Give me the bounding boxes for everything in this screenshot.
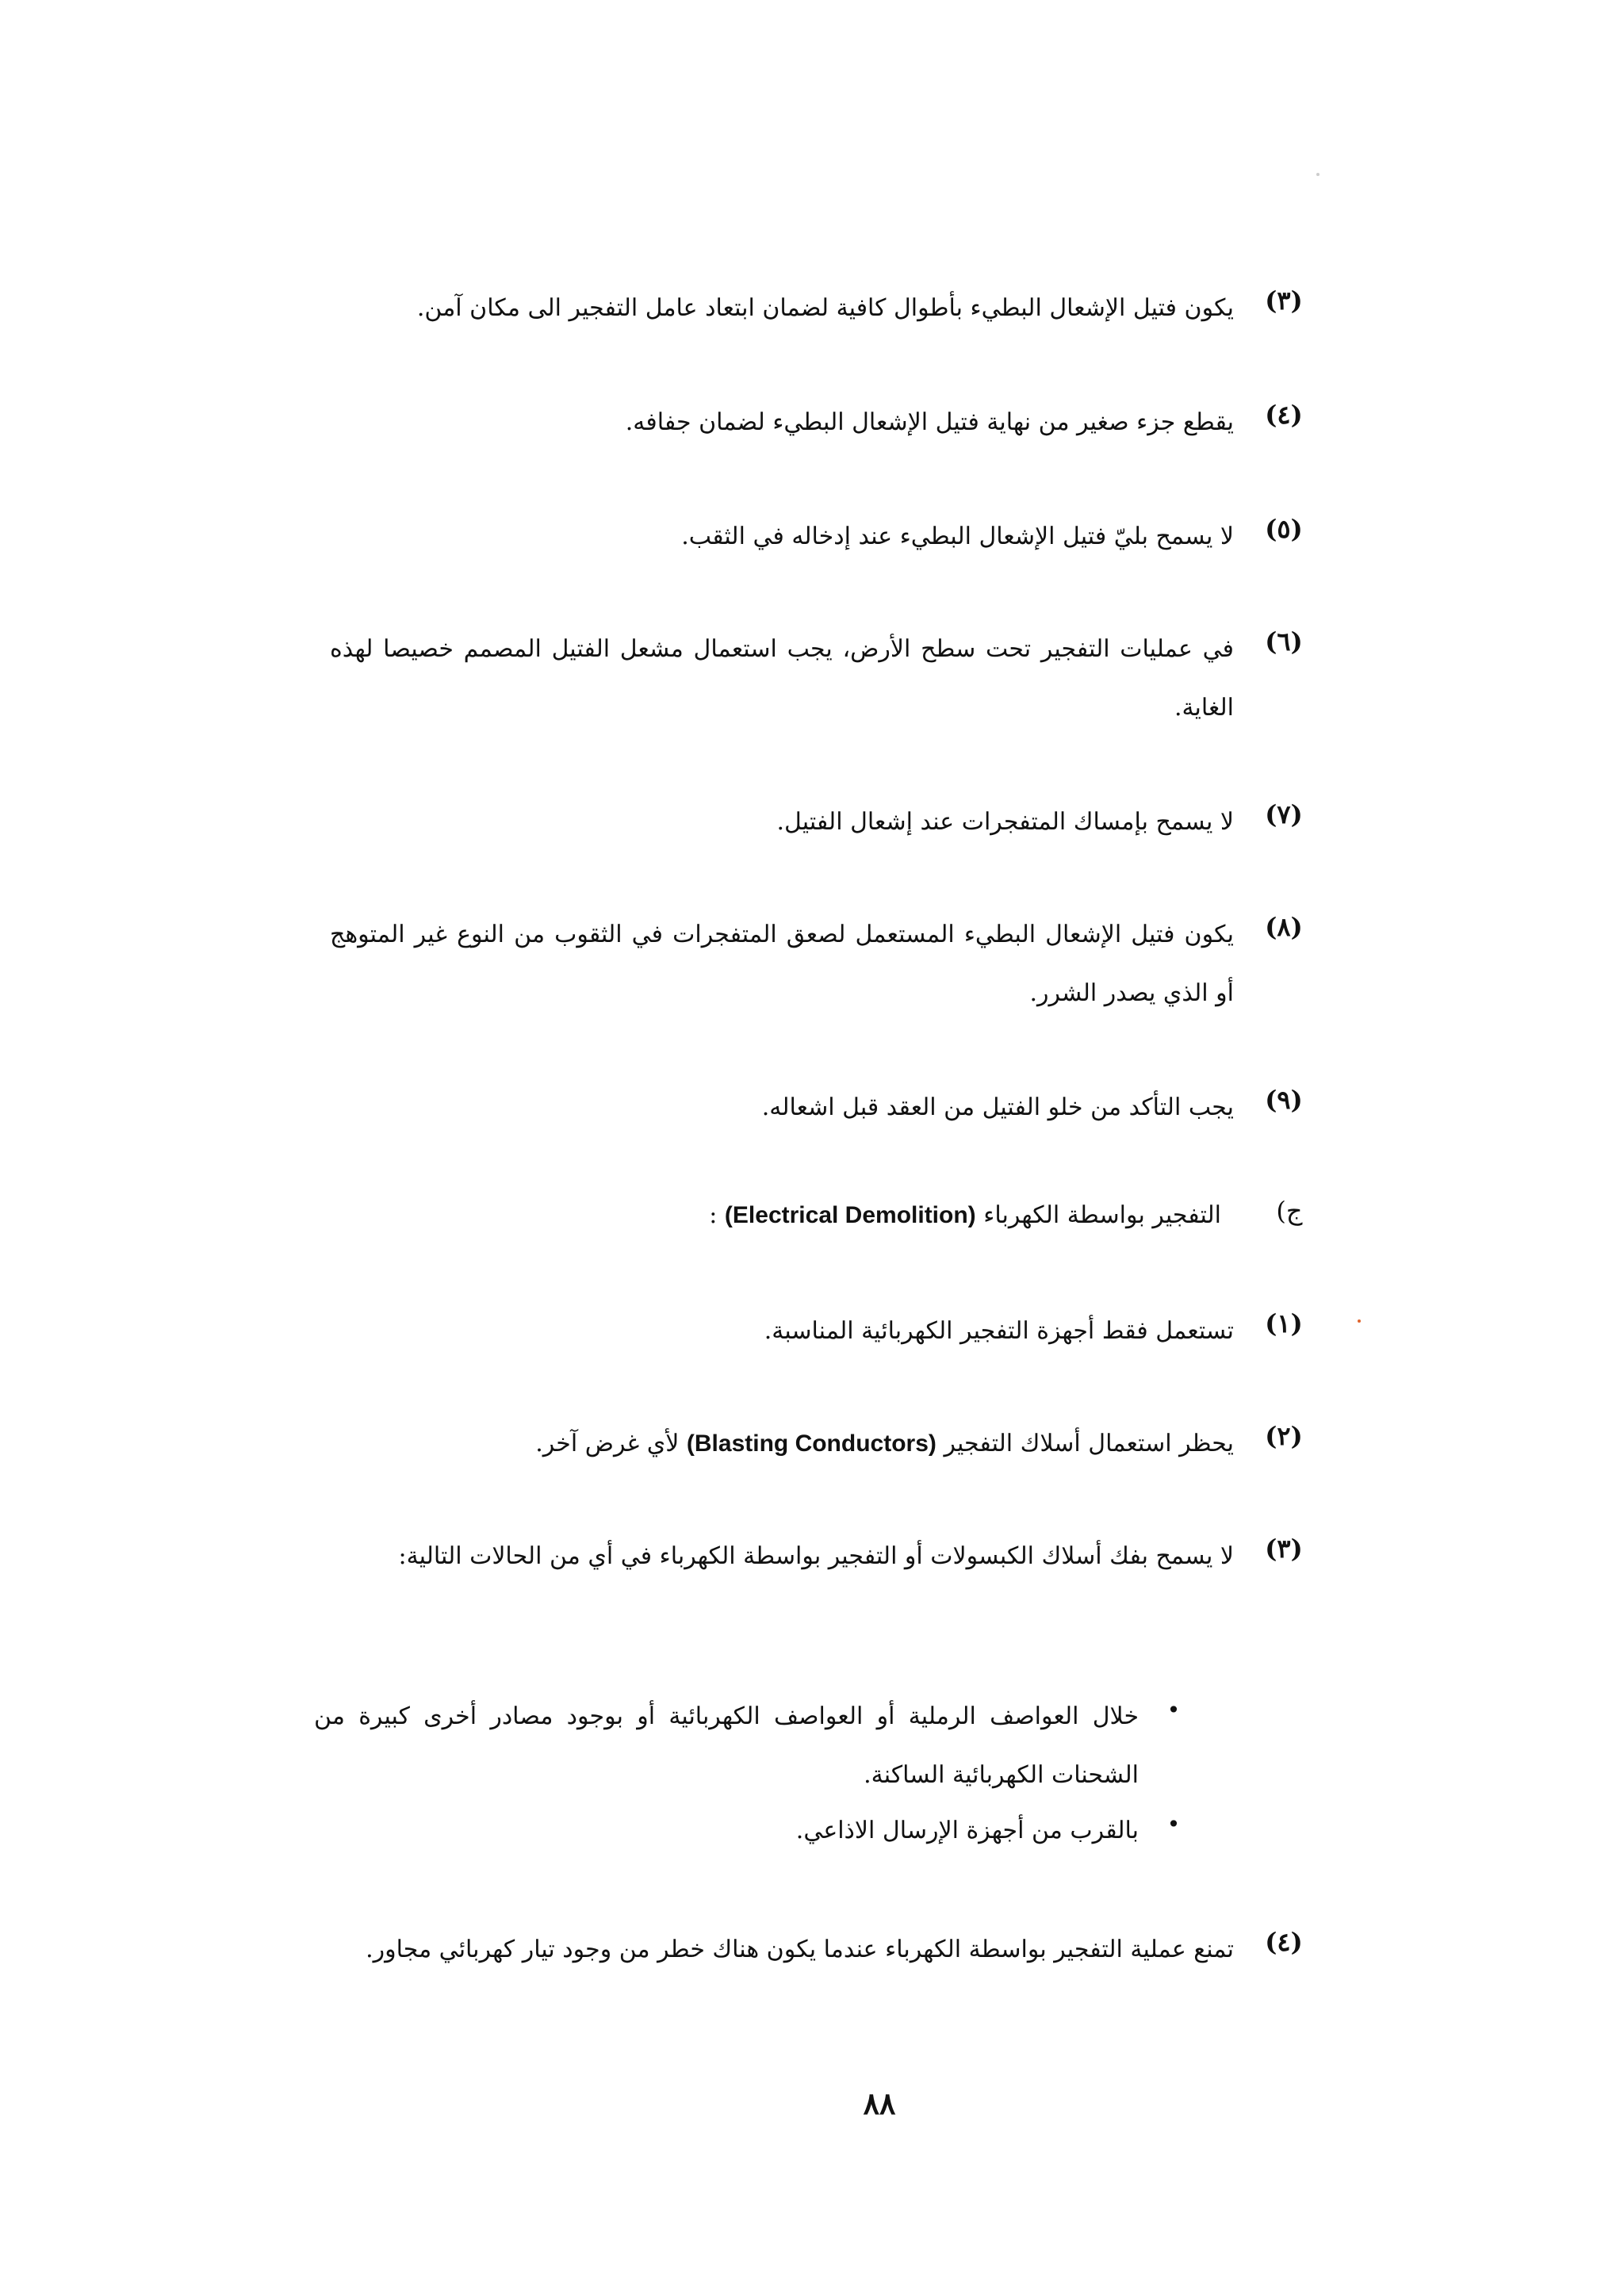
list-item: يكون فتيل الإشعال البطيء المستعمل لصعق المتفجرات في الثقوب من النوع غير المتوهج أو الذي يصدر الشرر. [330, 921, 1234, 1007]
item-number: (٦) [1265, 626, 1303, 657]
list-item: لا يسمح بفك أسلاك الكبسولات أو التفجير بواسطة الكهرباء في أي من الحالات التالية: [398, 1542, 1234, 1570]
stray-mark [1358, 1319, 1361, 1323]
item-number: (٢) [1265, 1421, 1303, 1451]
section-letter: ج) [1276, 1196, 1303, 1226]
bullet-item: بالقرب من أجهزة الإرسال الاذاعي. [795, 1817, 1139, 1844]
list-item: تستعمل فقط أجهزة التفجير الكهربائية المناسبة. [764, 1317, 1234, 1345]
list-item: في عمليات التفجير تحت سطح الأرض، يجب استعمال مشعل الفتيل المصمم خصيصا لهذه الغاية. [330, 635, 1234, 722]
item-number: (٣) [1265, 1534, 1303, 1564]
item-number: (٧) [1265, 799, 1303, 829]
bullet-icon: • [1166, 1811, 1181, 1837]
list-item: يكون فتيل الإشعال البطيء بأطوال كافية لضمان ابتعاد عامل التفجير الى مكان آمن. [416, 294, 1234, 322]
bullet-item: خلال العواصف الرملية أو العواصف الكهربائية أو بوجود مصادر أخرى كبيرة من الشحنات الكهربائية الساكنة. [314, 1702, 1139, 1789]
item-number: (٩) [1265, 1085, 1303, 1115]
item-number: (٤) [1265, 1927, 1303, 1957]
section-title-suffix: : [709, 1201, 718, 1229]
list-item: يقطع جزء صغير من نهاية فتيل الإشعال البطيء لضمان جفافه. [625, 408, 1234, 436]
list-item: يجب التأكد من خلو الفتيل من العقد قبل اشعاله. [761, 1093, 1234, 1121]
list-item: تمنع عملية التفجير بواسطة الكهرباء عندما يكون هناك خطر من وجود تيار كهربائي مجاور. [366, 1936, 1234, 1963]
item-number: (٨) [1265, 912, 1303, 942]
item-text-english: (Blasting Conductors) [686, 1430, 936, 1457]
list-item: لا يسمح بإمساك المتفجرات عند إشعال الفتيل. [776, 808, 1234, 836]
section-title-english: (Electrical Demolition) [724, 1202, 976, 1228]
stray-mark [1316, 173, 1320, 176]
page-number: ٨٨ [863, 2085, 896, 2121]
list-item: لا يسمح بليّ فتيل الإشعال البطيء عند إدخاله في الثقب. [681, 523, 1234, 550]
section-heading [349, 1186, 1221, 1245]
list-item [330, 1415, 1234, 1473]
item-number: (١) [1265, 1308, 1303, 1338]
item-number: (٤) [1265, 400, 1303, 430]
section-title: التفجير بواسطة الكهرباء [983, 1201, 1221, 1229]
item-text-after: لأي غرض آخر. [535, 1430, 680, 1457]
item-text-before: يحظر استعمال أسلاك التفجير [944, 1430, 1234, 1457]
item-number: (٥) [1265, 514, 1303, 544]
bullet-icon: • [1166, 1697, 1181, 1723]
item-number: (٣) [1265, 285, 1303, 316]
